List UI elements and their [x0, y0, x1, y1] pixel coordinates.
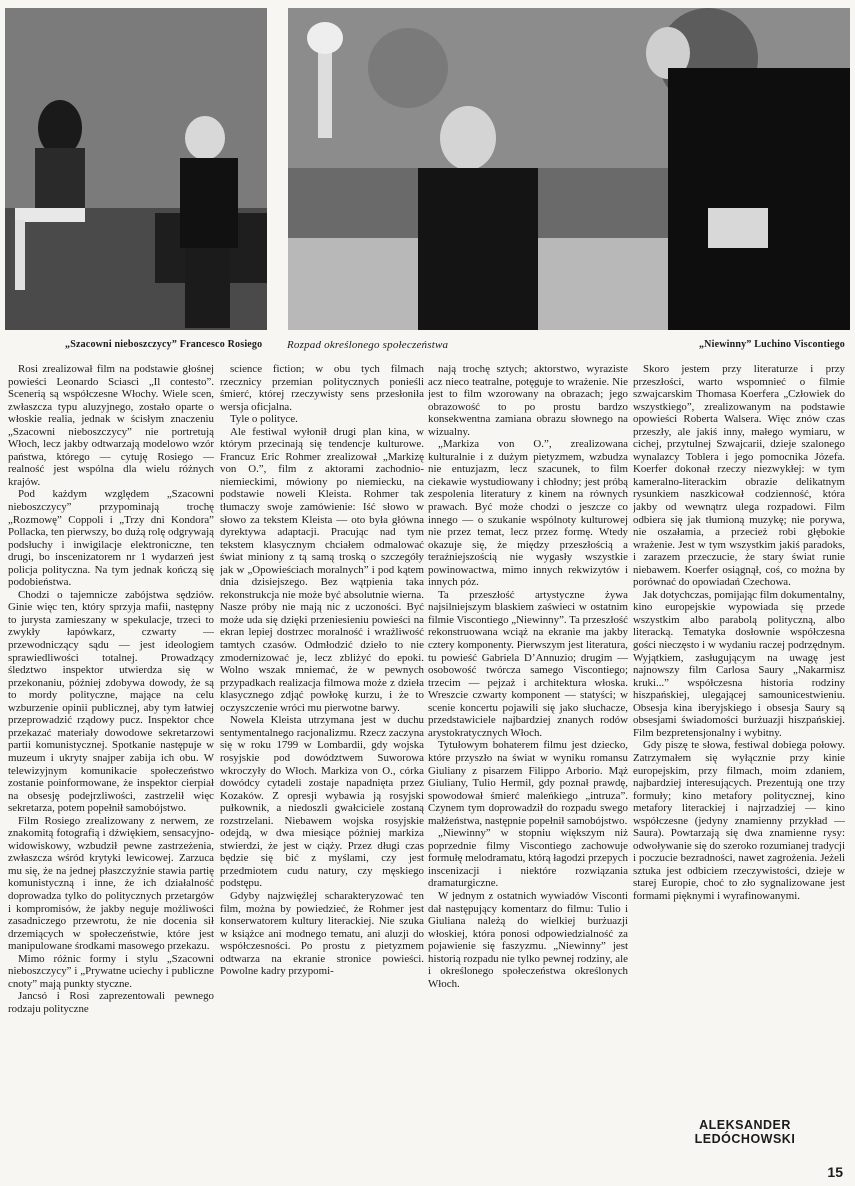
- article-column-2: [220, 363, 424, 1153]
- paragraph: Ale festiwal wyłonił drugi plan kina, w którym przecinają się tendencje kulturowe. Francuz Eric Rohmer zrealizował „Markizę von O.”, film z aktorami zachodnio-niemieckimi, mówiony po niemiecku, na podstawie noweli Kleista. Rohmer tak tłumaczy swoje zamówienie: Iść słowo w słowo za tekstem Kleista — oto była główna dyrektywa adaptacji. Pracując nad tym tekstem klasycznym chciałem odmalować świat miniony z tą samą troską o szczegóły jak w „Opowieściach moralnych” i pod kątem dnia dzisiejszego. Bez wątpienia taka rekonstrukcja nie może być absolutnie wierna. Nasze próby nie mają nic z uczoności. Być może uda się dzięki przeniesieniu powieści na ekran lepiej dostrzec moralność i wrażliwość tamtych czasów. Odmłodzić dzieło to nie zmodernizować je, lecz zbliżyć do epoki. Wolno wszak mniemać, że w pewnych przypadkach realizacja filmowa może z dzieła klasycznego zdjąć powłokę kurzu, i że to oczyszczenie wróci mu pierwotne barwy.: [220, 425, 424, 714]
- film-still-right-photo: [288, 8, 850, 330]
- paragraph: Ta przeszłość artystyczne żywa najsilniejszym blaskiem zaświeci w ostatnim filmie Viscontiego „Niewinny”. Ta przeszłość rekonstruowana wciąż na ekranie ma jakby cztery komponenty. Pierwszym jest literatura, tu powieść Gabriela D’Annuzio; drugim — osobowość twórcza samego Viscontiego; trzecim — pejzaż i architektura włoska. Wreszcie czwarty komponent — statyści; w scenie koncertu pojawili się jako słuchacze, przedstawiciele najbardziej znanych rodów arystokratycznych Włoch.: [428, 588, 628, 739]
- article-column-3: [428, 363, 628, 1153]
- paragraph: nają trochę sztych; aktorstwo, wyraziste acz nieco teatralne, potęguje to wrażenie. Nie jest to film wzorowany na obrazach; jego obrazowość to po prostu bardzo konsekwentna zamiana obrazu słownego na wizualny.: [428, 363, 628, 438]
- paragraph: Nowela Kleista utrzymana jest w duchu sentymentalnego racjonalizmu. Rzecz zaczyna się w roku 1799 w Lombardii, gdy wojska rosyjskie pod dowództwem Suworowa wkroczyły do Włoch. Markiza von O., córka dowódcy cytadeli zostaje napadnięta przez Kozaków. Z opresji wybawia ją rosyjski pułkownik, a niedoszli gwałciciele zostaną rozstrzelani. Niebawem wojska rosyjskie odejdą, w dwa miesiące później markiza stwierdzi, że jest w ciąży. Przez długi czas będzie się bić z myślami, czy jest przedmiotem cudu natury, czy męskiego podstępu.: [220, 714, 424, 890]
- film-still-left-image: [5, 8, 267, 330]
- photo-caption-middle: Rozpad określonego społeczeństwa: [287, 339, 449, 351]
- paragraph: Tyle o polityce.: [230, 413, 298, 426]
- article-column-1: [8, 363, 214, 1153]
- paragraph: Gdyby najzwięźlej scharakteryzować ten film, można by powiedzieć, że Rohmer jest konserwatorem kultury literackiej. Nie szuka w książce ani modnego tematu, ani aluzji do współczesności. Po prostu z pietyzmem odtwarza na ekranie stronice powieści. Powolne kadry przypomi-: [220, 889, 424, 978]
- article-column-4: [633, 363, 845, 1108]
- paragraph: Mimo różnic formy i stylu „Szacowni nieboszczycy” i „Prywatne uciechy i publiczne cnoty” mają punkty styczne.: [8, 952, 214, 990]
- author-byline: [690, 1118, 800, 1146]
- paragraph: Pod każdym względem „Szacowni nieboszczycy” przypominają trochę „Rozmowę” Coppoli i „Trzy dni Kondora” Pollacka, ten pierwszy, bo dużą rolę odgrywają podsłuchy i inwigilacje elektroniczne, ten drugi, bo inscenizatorem nr 1 wydarzeń jest policja polityczna. Na tym jednak kończą się podobieństwa.: [8, 488, 214, 589]
- paragraph: Skoro jestem przy literaturze i przy przeszłości, warto wspomnieć o filmie szwajcarskim Thomasa Koerfera „Człowiek do wszystkiego”, zrealizowanym na podstawie opowieści Roberta Walsera. Więc znów czas przeszły, ale jakiś inny, małego wymiaru, w cichej, przytulnej Szwajcarii, dzieje szalonego wynalazcy Toblera i jego pomocnika Józefa. Koerfer dokonał rzeczy niezwykłej: w tym kameralno-literackim obrazie delikatnym rysunkiem naszkicował codzienność, która jakby od wewnątrz ulega rozpadowi. Film odbiera się jak tłumioną muzykę; nie porywa, nie oszałamia, a przecież robi głębokie wrażenie. Jest w tym wszystkim jakiś paradoks, i zarazem przeczucie, że stary świat runie niebawem. Koerfer osiągnął, coś, co można by porównać do opowiadań Czechowa.: [633, 363, 845, 589]
- film-still-right-image: [288, 8, 850, 330]
- paragraph: „Niewinny” w stopniu większym niż poprzednie filmy Viscontiego zachowuje formułę melodramatu, którą łagodzi przepych inscenizacji i niektóre rozwiązania dramaturgiczne.: [428, 827, 628, 890]
- paragraph: Gdy piszę te słowa, festiwal dobiega połowy. Zatrzymałem się wyłącznie przy kinie europejskim, przy filmach, moim zdaniem, najbardziej interesujących. Prezentują one trzy formuły; kino metafory politycznej, kino metafory literackiej i najrzadziej — kino współczesne (jedyny znamienny przykład — Saura). Powtarzają się dwa znamienne rysy: odwoływanie się do szeroko rozumianej tradycji i poczucie bezradności, nawet zagrożenia. Jeżeli sztuka jest odbiciem rzeczywistości, dzieje w starej Europie, choć to zło sygnalizowane jest formami pięknymi i wyrafinowanymi.: [633, 739, 845, 902]
- paragraph: Tytułowym bohaterem filmu jest dziecko, które przyszło na świat w wyniku romansu Giuliany z pisarzem Filippo Arborio. Mąż Giuliany, Tulio Hermil, gdy poznał prawdę, spowodował śmierć maleńkiego „intruza”. Czynem tym doprowadził do rozpadu swego małżeństwa, następnie popełnił samobójstwo.: [428, 739, 628, 827]
- paragraph: „Markiza von O.”, zrealizowana kulturalnie i z dużym pietyzmem, wzbudza nie entuzjazm, lecz szacunek, to film ciekawie wystudiowany i chłodny; jest próbą zespolenia literatury z kinem na równych prawach. Być może chodzi o jeszcze co innego — o szukanie wspólnoty kulturowej nie przez temat, lecz przez formę. Wtedy okazuje się, że między przeszłością a teraźniejszością nie wygasły wszystkie powinowactwa, mimo innych rekwizytów i innych póz.: [428, 438, 628, 589]
- paragraph: Jak dotychczas, pomijając film dokumentalny, kino europejskie wypowiada się przede wszystkim albo parabolą polityczną, albo literacką. Tematyka dosłownie współczesna gości nieczęsto i w wydaniu raczej podrzędnym. Wyjątkiem, zasługującym na uwagę jest najnowszy film Carlosa Saury „Nakarmisz kruki...” współczesna historia rodziny hiszpańskiej, ulegającej samounicestwieniu. Obsesja kina iberyjskiego i obsesja Saury są obsesjami świadomości burżuazji hiszpańskiej. Film bezpretensjonalny i wybitny.: [633, 588, 845, 739]
- paragraph: science fiction; w obu tych filmach rzecznicy przemian politycznych ponieśli śmierć, której rzeczywisty sens przesłoniła wersja oficjalna.: [220, 363, 424, 413]
- author-last-name: LEDÓCHOWSKI: [694, 1132, 796, 1146]
- photo-caption-right: „Niewinny” Luchino Viscontiego: [698, 339, 845, 350]
- film-still-left-photo: [5, 8, 267, 330]
- paragraph: Rosi zrealizował film na podstawie głośnej powieści Leonardo Sciasci „Il contesto”. Scenerią są współczesne Włochy. Wiele scen, zwłaszcza typu aluzyjnego, zostało oparte o włoskie realia, jednak w ścisłym znaczeniu „Szacowni nieboszczycy” nie portretują Włoch, lecz jakby odtwarzają modelowo wzór państwa, którego — cytuję Rosiego — realność jest wspólna dla wielu różnych krajów.: [8, 363, 214, 488]
- page-number: 15: [827, 1164, 843, 1180]
- photo-caption-left: „Szacowni nieboszczycy” Francesco Rosiego: [65, 339, 263, 350]
- paragraph: W jednym z ostatnich wywiadów Visconti dał następujący komentarz do filmu: Tulio i Giuliana należą do wielkiej burżuazji włoskiej, która ponosi odpowiedzialność za pojawienie się faszyzmu. „Niewinny” jest historią rozpadu nie tylko pewnej rodziny, ale i określonego społeczeństwa określonych Włoch.: [428, 889, 628, 990]
- paragraph: Film Rosiego zrealizowany z nerwem, ze znakomitą fotografią i dźwiękiem, sensacyjno-widowiskowy, wzbudził pewne zastrzeżenia, zwłaszcza wśród krytyki lewicowej. Zarzuca mu się, że na jednej płaszczyźnie stawia partię komunistyczną i inne, że ich działalność doprowadza tylko do politycznych przetargów i kompromisów, że jakby neguje możliwości zasadniczego przewrotu, że nie docenia sił drzemiących w społeczeństwie, które jest manipulowane środkami masowego przekazu.: [8, 814, 214, 953]
- paragraph: Jancsó i Rosi zaprezentowali pewnego rodzaju polityczne: [8, 990, 214, 1015]
- paragraph: Chodzi o tajemnicze zabójstwa sędziów. Ginie więc ten, który sprzyja mafii, następny to jurysta zamieszany w spekulacje, trzeci to zwykły łapówkarz, czwarty — przewodniczący sądu — jest ideologiem sprawiedliwości totalnej. Prowadzący śledztwo inspektor utwierdza się w przekonaniu, później zdobywa dowody, że są to mordy polityczne, mające na celu wzburzenie opinii publicznej, aby tym łatwiej przeprowadzić rządowy pucz. Inspektor chce przekazać materiały dowodowe sekretarzowi partii komunistycznej. Spotkanie następuje w muzeum i ukryty snajper zabija ich obu. W telewizyjnym komunikacie społeczeństwo zostanie poinformowane, że inspektor cierpiał na obsesję podejrzliwości, zastrzelił więc sekretarza, potem popełnił samobójstwo.: [8, 588, 214, 815]
- author-first-name: ALEKSANDER: [699, 1118, 791, 1132]
